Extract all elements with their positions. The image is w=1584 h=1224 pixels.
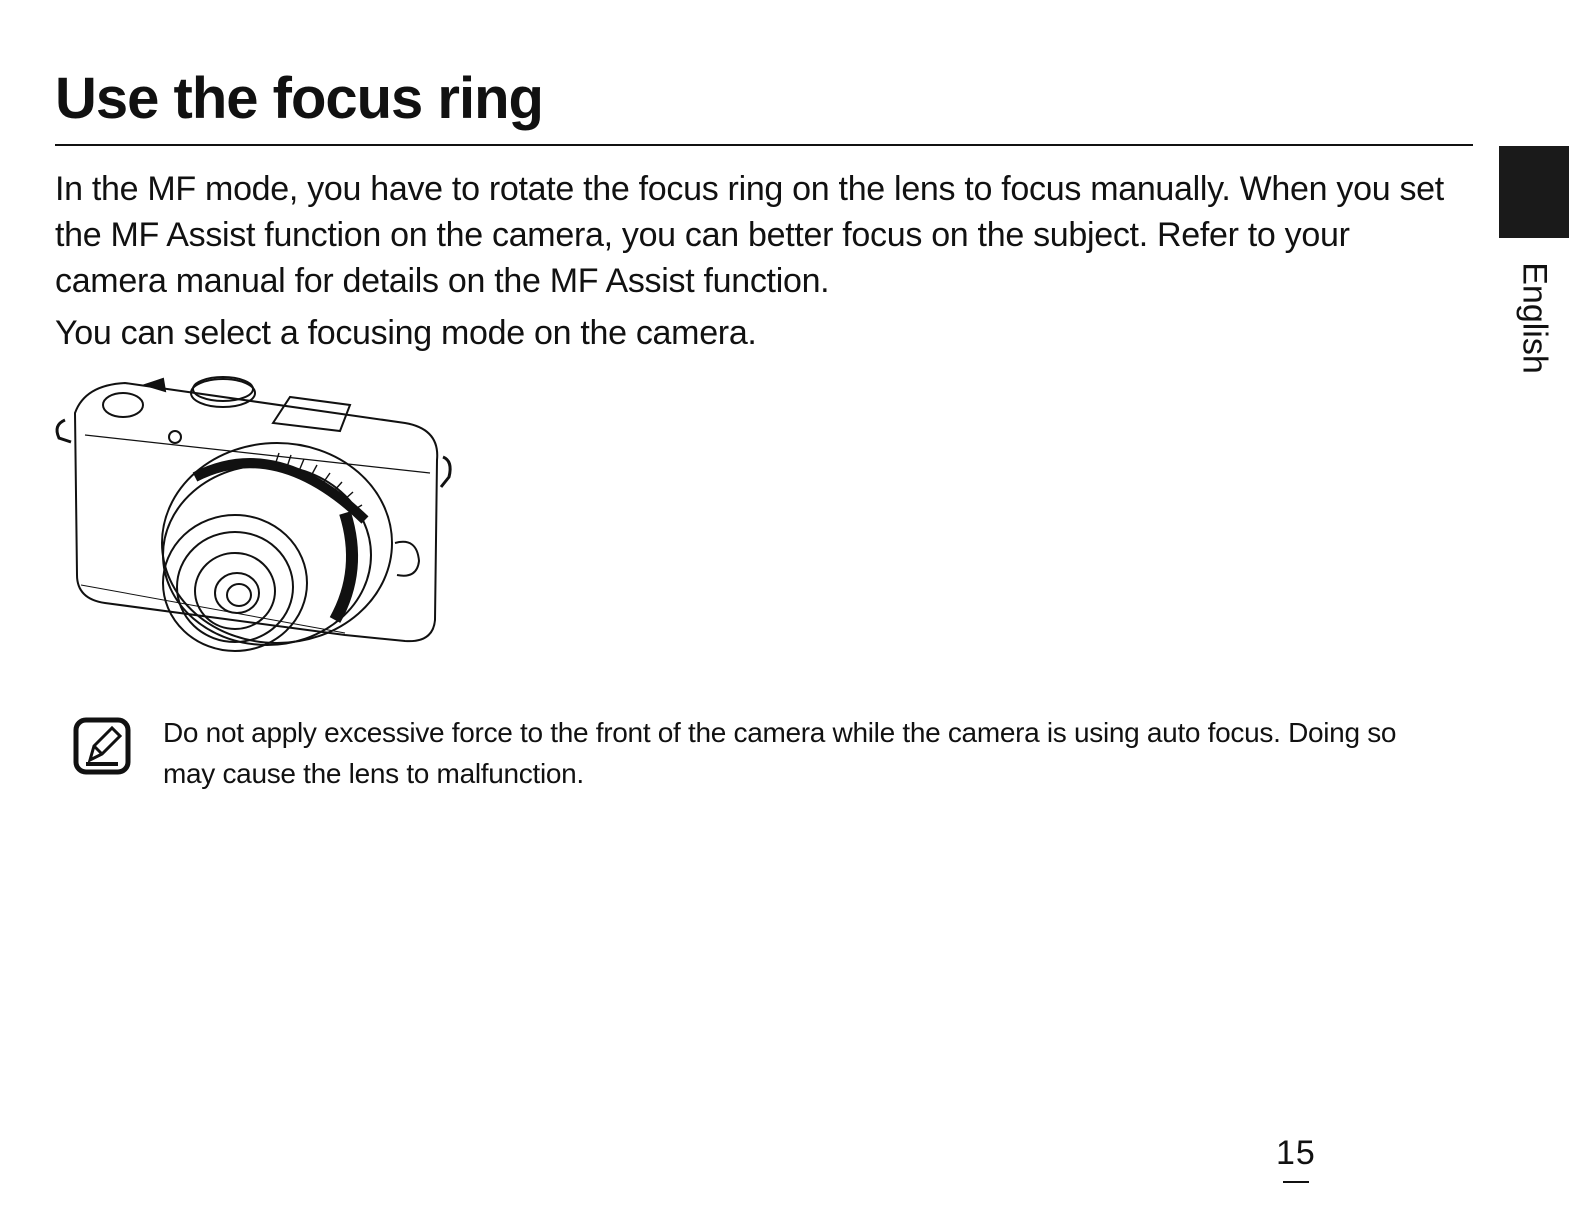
language-tab-label: English [1515, 262, 1554, 374]
intro-paragraph: In the MF mode, you have to rotate the focus ring on the lens to focus manually. When you set the MF Assist function on the camera, you can better focus on the subject. Refer to your camera manual for details on the MF Assist function. [55, 170, 1444, 300]
camera-with-lens-illustration [45, 365, 465, 675]
focus-mode-paragraph: You can select a focusing mode on the camera. [55, 314, 757, 352]
note-text: Do not apply excessive force to the front of the camera while the camera is using auto focus. Doing so may cause the lens to malfunction. [163, 717, 1397, 789]
page-title: Use the focus ring [55, 66, 543, 131]
note-pencil-icon [72, 716, 134, 778]
page-number: 15 [1276, 1134, 1316, 1172]
title-divider [55, 144, 1473, 146]
language-tab-marker [1499, 146, 1569, 238]
page-number-underline [1283, 1181, 1309, 1183]
